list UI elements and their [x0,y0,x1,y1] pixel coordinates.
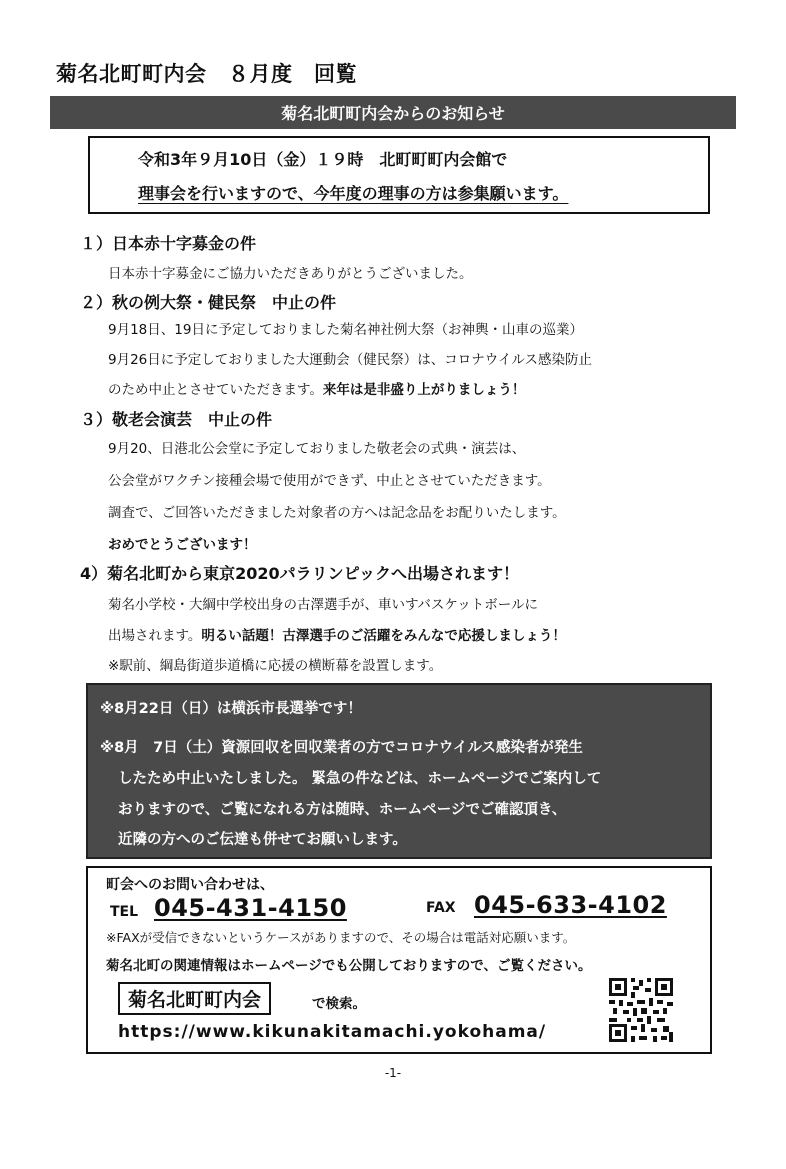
notice-line-1: ※8月22日（日）は横浜市長選挙です！ [100,701,362,717]
search-suffix: で検索。 [312,996,366,1012]
search-keyword-box: 菊名北町町内会 [118,982,271,1015]
item-3-line-1: 9月20、日港北公会堂に予定しておりました敬老会の式典・演芸は、 [108,441,526,457]
meeting-notice-box [88,136,710,214]
item-2-heading: ２）秋の例大祭・健民祭 中止の件 [80,293,337,312]
fax-label: FAX [426,900,456,916]
item-3-line-4: おめでとうございます！ [108,537,257,553]
meeting-line-2: 理事会を行いますので、今年度の理事の方は参集願います。 [138,184,569,203]
page-number: -1- [384,1066,402,1080]
section-banner: 菊名北町町内会からのお知らせ [50,96,736,129]
item-3-line-2: 公会堂がワクチン接種会場で使用ができず、中止とさせていただきます。 [108,473,551,489]
tel-label: TEL [110,904,139,920]
item-2-line-3-text: のため中止とさせていただきます。 [108,382,323,398]
important-notice-box [86,683,712,859]
item-1-heading: １）日本赤十字募金の件 [80,234,257,253]
tel-number[interactable]: 045-431-4150 [154,894,347,922]
notice-line-4: おりますので、ご覧になれる方は随時、ホームページでご確認頂き、 [118,802,567,818]
item-4-line-2 [108,624,566,644]
item-2-line-3-emphasis: 来年は是非盛り上がりましょう！ [322,382,526,398]
item-2-line-1: 9月18日、19日に予定しておりました菊名神社例大祭（お神輿・山車の巡業） [108,322,583,338]
meeting-line-1: 令和3年９月10日（金）１９時 北町町町内会館で [138,150,508,169]
notice-line-3: したため中止いたしました。 緊急の件などは、ホームページでご案内して [118,771,602,787]
item-4-line-3: ※駅前、綱島街道歩道橋に応援の横断幕を設置します。 [108,658,443,674]
item-4-line-2-text: 出場されます。 [108,628,202,644]
item-3-heading: ３）敬老会演芸 中止の件 [80,410,273,429]
item-4-line-1: 菊名小学校・大綱中学校出身の古澤選手が、車いすバスケットボールに [108,597,538,613]
item-2-line-2: 9月26日に予定しておりました大運動会（健民祭）は、コロナウイルス感染防止 [108,352,592,368]
fax-number[interactable]: 045-633-4102 [474,891,667,919]
web-note: 菊名北町の関連情報はホームページでも公開しておりますので、ご覧ください。 [106,958,592,974]
item-4-line-2-emphasis: 明るい話題！古澤選手のご活躍をみんなで応援しましょう！ [201,628,566,644]
qr-code-icon[interactable] [609,978,673,1042]
page-title: 菊名北町町内会 ８月度 回覧 [56,62,357,86]
fax-note: ※FAXが受信できないというケースがありますので、その場合は電話対応願います。 [106,930,576,945]
item-4-heading: 4）菊名北町から東京2020パラリンピックへ出場されます！ [80,564,520,583]
website-url[interactable]: https://www.kikunakitamachi.yokohama/ [118,1022,547,1042]
item-2-line-3 [108,378,525,398]
item-3-line-3: 調査で、ご回答いただきました対象者の方へは記念品をお配りいたします。 [108,505,566,521]
notice-line-5: 近隣の方へのご伝達も併せてお願いします。 [118,832,407,848]
item-1-line-1: 日本赤十字募金にご協力いただきありがとうございました。 [108,266,473,282]
contact-intro: 町会へのお問い合わせは、 [106,877,274,893]
notice-line-2: ※8月 7日（土）資源回収を回収業者の方でコロナウイルス感染者が発生 [100,740,583,756]
